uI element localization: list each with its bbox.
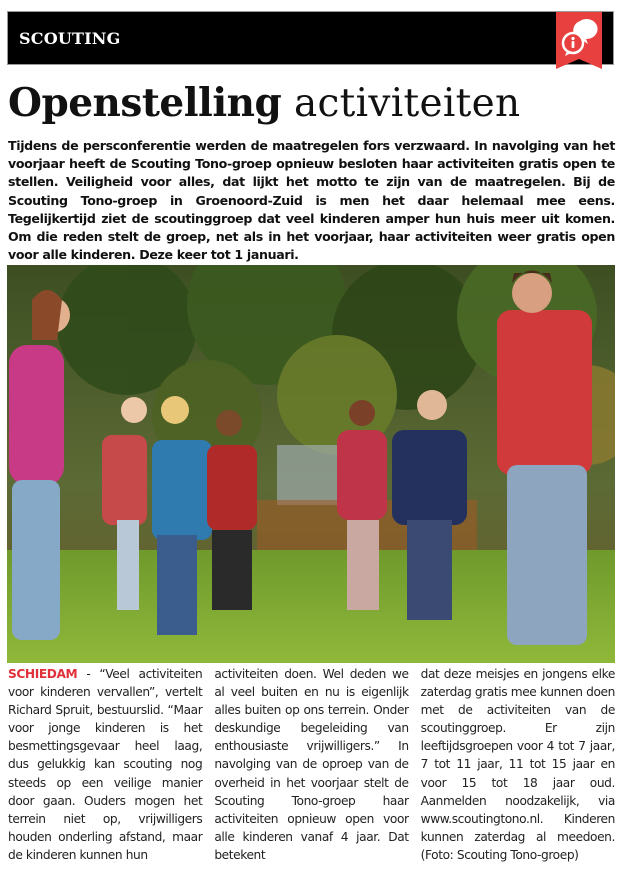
- headline-light: activiteiten: [281, 81, 521, 126]
- info-speech-bubble-icon: [556, 12, 602, 69]
- article-intro: Tijdens de persconferentie werden de maatregelen fors verzwaard. In navolging van het voorjaar heeft de Scouting Tono-groep opnieuw besloten haar activiteiten gratis open te stellen. Veiligheid voor alles, dat lijkt het motto te zijn van de maatregelen. Bij de Scouting Tono-groep in Groenoord-Zuid is men het daar helemaal mee eens. Tegelijkertijd ziet de scoutinggroep dat veel kinderen amper hun huis meer uit komen. Om die reden stelt de groep, net als in het voorjaar, haar activiteiten weer gratis open voor alle kinderen. Deze keer tot 1 januari.: [8, 138, 615, 263]
- body-column-1-text: - “Veel activiteiten voor kinderen vervallen”, vertelt Richard Spruit, bestuurslid. “Maar voor jonge kinderen is het besmettingsgevaar heel laag, dus gelukkig kan scouting nog steeds op een veilige manier door gaan. Ouders mogen het terrein niet op, vrijwilligers houden onderling afstand, maar de kinderen kunnen hun: [8, 667, 203, 862]
- body-column-3: dat deze meisjes en jongens elke zaterdag gratis mee kunnen doen met de activiteiten van de scoutinggroep. Er zijn leeftijdsgroepen voor 4 tot 7 jaar, 7 tot 11 jaar, 11 tot 15 jaar en voor 15 tot 18 jaar oud. Aanmelden noodzakelijk, via www.scoutingtono.nl. Kinderen kunnen zaterdag al meedoen. (Foto: Scouting Tono-groep): [420, 667, 615, 862]
- section-label: SCOUTING: [19, 29, 121, 48]
- article-headline: [8, 79, 520, 128]
- body-column-1: [8, 665, 202, 870]
- headline-bold: Openstelling: [8, 80, 282, 126]
- article-body: [8, 665, 615, 870]
- section-header-bar: [7, 11, 614, 65]
- article-photo: [7, 265, 615, 663]
- dateline: SCHIEDAM: [8, 667, 78, 681]
- body-column-2: activiteiten doen. Wel deden we al veel buiten en nu is eigenlijk alles buiten op ons terrein. Onder deskundige begeleiding van enthousiaste vrijwilligers.” In navolging van de oproep van de overheid in het voorjaar stelt de Scouting Tono-groep haar activiteiten opnieuw open voor alle kinderen vanaf 4 jaar. Dat betekent: [214, 667, 409, 862]
- scouts-photo-illustration: [7, 265, 615, 663]
